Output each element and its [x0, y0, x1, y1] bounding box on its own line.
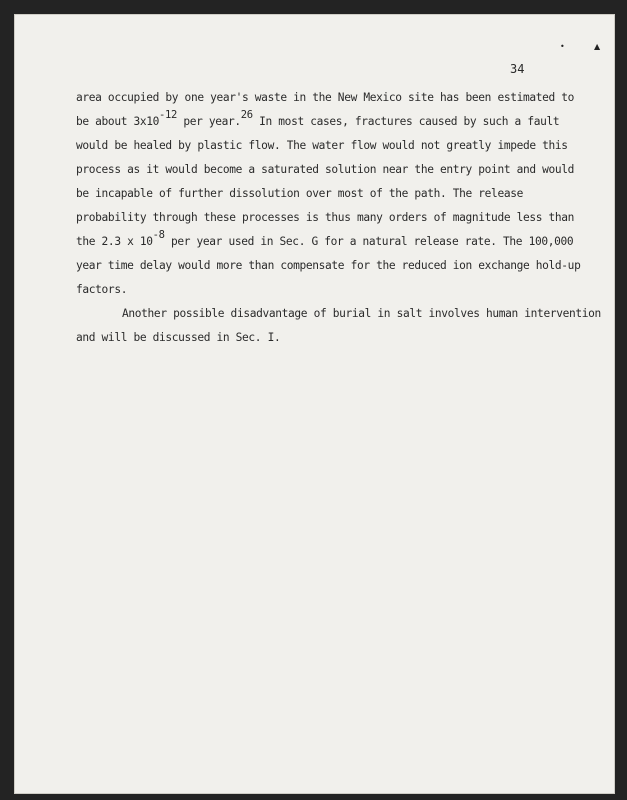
exponent: -12: [159, 109, 177, 122]
text-line: year time delay would more than compensate for the reduced ion exchange hold-up: [76, 259, 581, 272]
paragraph-1: [76, 86, 581, 302]
text-span: In most cases, fractures caused by such a fault: [252, 115, 560, 128]
page-number: 34: [510, 62, 525, 76]
paragraph-2: [76, 302, 601, 350]
body-text: [76, 86, 601, 350]
text-line: process as it would become a saturated solution near the entry point and would: [76, 163, 575, 176]
text-line: [76, 110, 576, 134]
text-line: would be healed by plastic flow. The water flow would not greatly impede this: [76, 139, 568, 152]
text-span: be about 3x10: [76, 115, 160, 128]
text-span: per year.: [176, 115, 241, 128]
corner-triangle-mark: ▲: [594, 42, 601, 51]
corner-dot-mark: •: [560, 42, 565, 51]
text-line: factors.: [76, 283, 128, 296]
text-line: area occupied by one year's waste in the New Mexico site has been estimated to: [76, 91, 575, 104]
text-line: probability through these processes is thus many orders of magnitude less than: [76, 211, 575, 224]
exponent: -8: [152, 229, 165, 242]
text-line: [76, 230, 576, 254]
text-line: Another possible disadvantage of burial in salt involves human intervention: [122, 307, 601, 320]
text-line: be incapable of further dissolution over most of the path. The release: [76, 187, 523, 200]
text-span: per year used in Sec. G for a natural release rate. The 100,000: [164, 235, 574, 248]
text-line: and will be discussed in Sec. I.: [76, 331, 281, 344]
footnote-ref: 26: [240, 109, 253, 122]
text-span: the 2.3 x 10: [76, 235, 153, 248]
